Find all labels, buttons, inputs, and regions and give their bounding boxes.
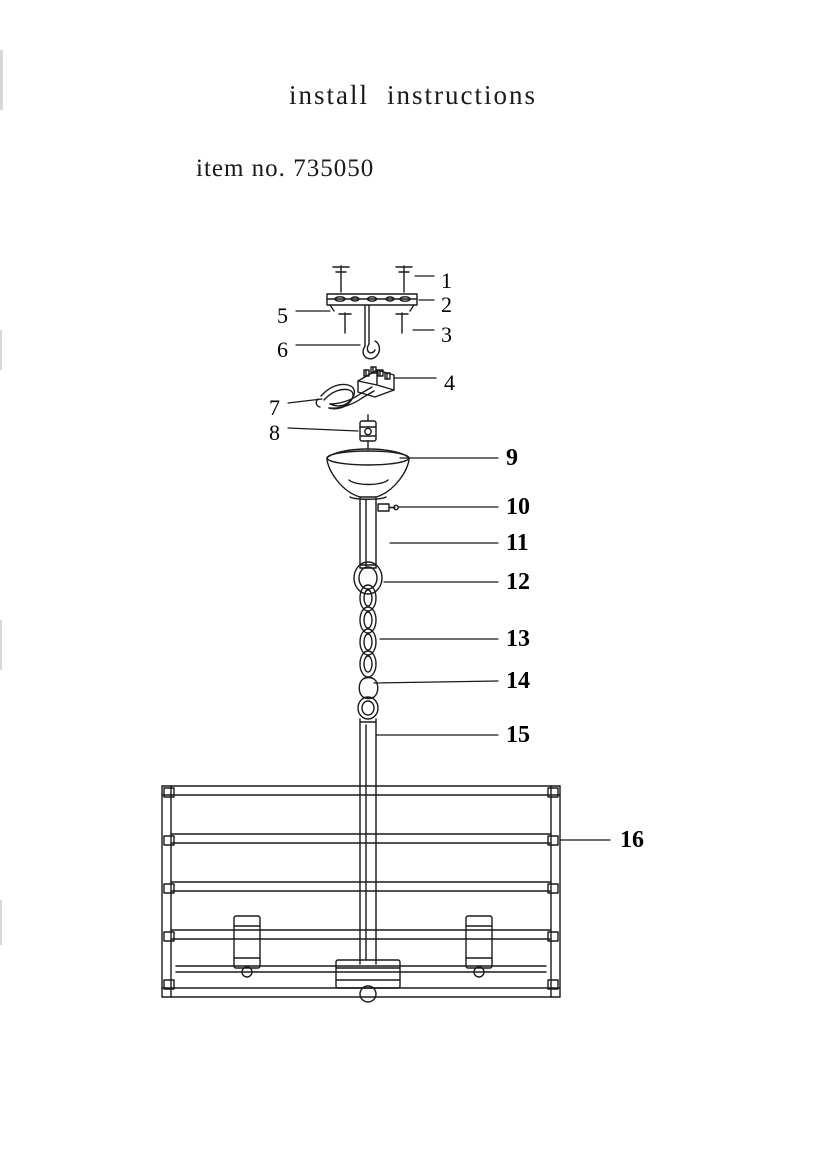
item-number-label: item no. (196, 155, 286, 182)
callout-14: 14 (506, 668, 530, 694)
callout-3: 3 (441, 322, 452, 347)
title-word-install: install (289, 80, 369, 110)
lamp-socket-right (466, 916, 492, 977)
mounting-bracket (327, 294, 417, 311)
callout-2: 2 (441, 292, 452, 317)
bracket-screw-left (339, 313, 351, 333)
wire-connector (360, 415, 376, 449)
item-number-value: 735050 (293, 155, 375, 182)
loop-ring (354, 562, 382, 594)
callout-10: 10 (506, 494, 530, 520)
callout-13: 13 (506, 626, 530, 652)
callout-11: 11 (506, 530, 529, 556)
canopy (327, 449, 409, 499)
shade-frame (162, 786, 560, 997)
callout-7: 7 (269, 395, 280, 420)
callout-9: 9 (506, 445, 518, 471)
canopy-set-screw (378, 504, 398, 511)
lower-loop-ring (358, 697, 378, 719)
supply-wire (316, 384, 374, 408)
lamp-socket-left (234, 916, 260, 977)
ceiling-screw-right (396, 266, 412, 292)
bracket-screw-right (396, 313, 408, 333)
upper-stem (360, 497, 376, 568)
leader-lines (288, 276, 610, 840)
callout-5: 5 (277, 303, 288, 328)
callout-8: 8 (269, 420, 280, 445)
chain (360, 585, 376, 677)
callout-12: 12 (506, 569, 530, 595)
callout-16: 16 (620, 827, 644, 853)
chain-link-open (359, 678, 378, 699)
callout-15: 15 (506, 722, 530, 748)
callout-6: 6 (277, 337, 288, 362)
callout-4: 4 (444, 370, 455, 395)
ceiling-hook (363, 306, 379, 359)
title-word-instructions: instructions (387, 80, 537, 110)
ceiling-screw-left (333, 266, 349, 292)
lower-stem (360, 719, 376, 964)
callout-1: 1 (441, 268, 452, 293)
